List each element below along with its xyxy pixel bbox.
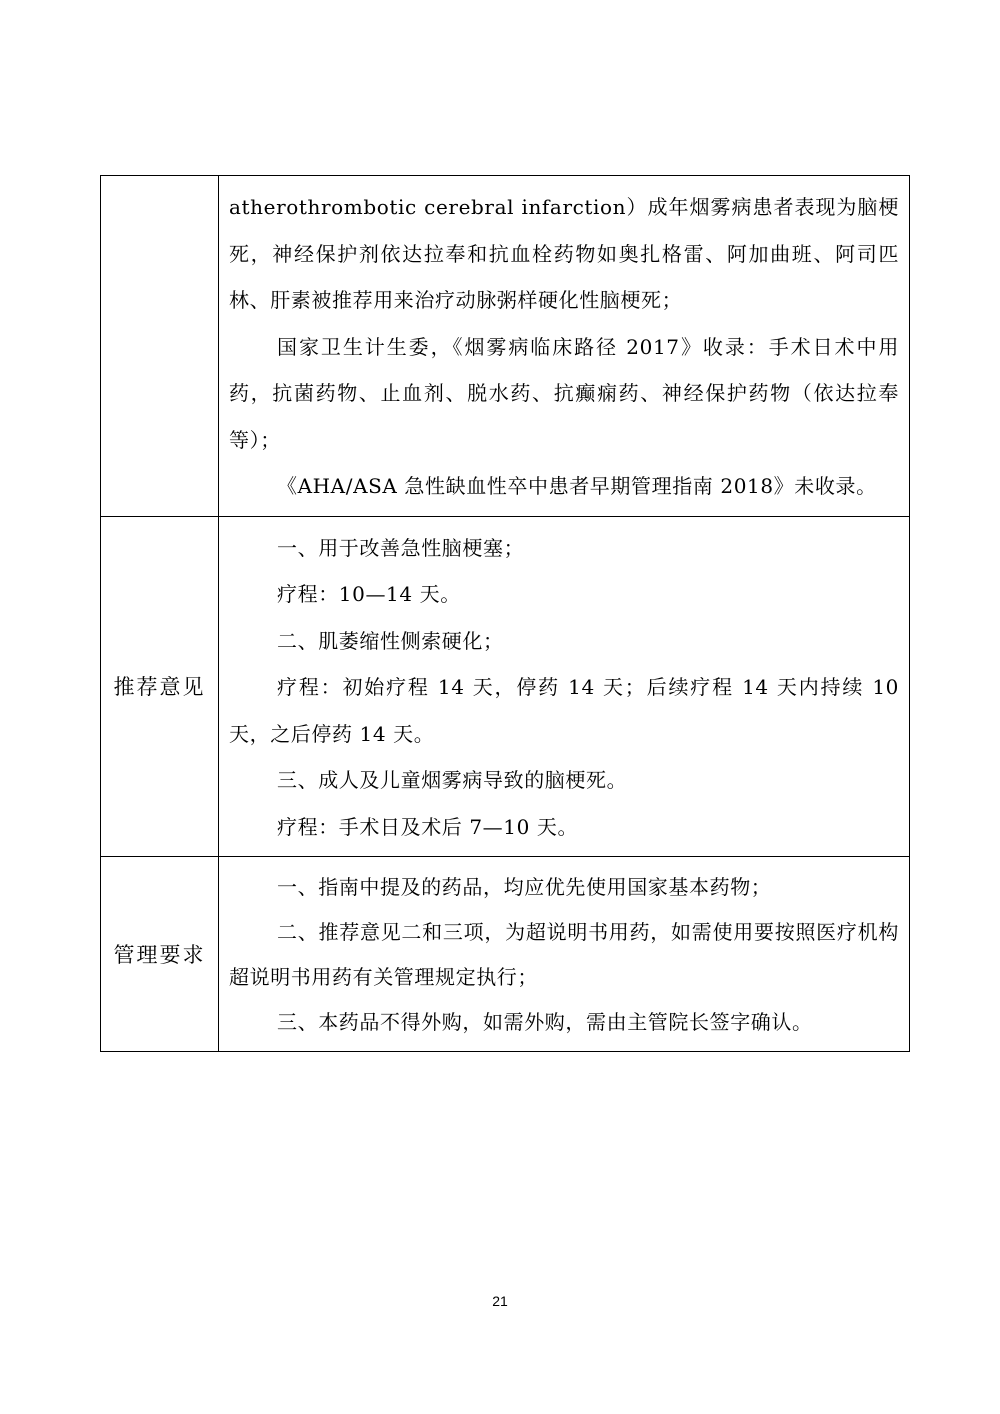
row-label-management: 管理要求 (101, 857, 219, 1052)
recommendation-course: 疗程：初始疗程 14 天，停药 14 天；后续疗程 14 天内持续 10 天，之后停药 14 天。 (229, 675, 899, 746)
table-row-management (101, 857, 910, 1052)
row-content-management (219, 857, 910, 1052)
evidence-paragraph: 《AHA/ASA 急性缺血性卒中患者早期管理指南 2018》未收录。 (277, 474, 877, 498)
page-number: 21 (492, 1293, 508, 1309)
management-item: 三、本药品不得外购，如需外购，需由主管院长签字确认。 (277, 1010, 813, 1034)
management-item: 二、推荐意见二和三项，为超说明书用药，如需使用要按照医疗机构超说明书用药有关管理规定执行； (229, 920, 899, 989)
table-row-recommendation (101, 516, 910, 857)
management-item: 一、指南中提及的药品，均应优先使用国家基本药物； (277, 875, 772, 899)
row-label-recommendation: 推荐意见 (101, 516, 219, 857)
row-label-empty (101, 176, 219, 517)
document-table (100, 175, 910, 1052)
table-row-continuation (101, 176, 910, 517)
evidence-paragraph: 国家卫生计生委，《烟雾病临床路径 2017》收录：手术日术中用药，抗菌药物、止血剂、脱水药、抗癫痫药、神经保护药物（依达拉奉等）； (229, 334, 899, 452)
recommendation-item: 二、肌萎缩性侧索硬化； (277, 628, 504, 653)
row-content-evidence (219, 176, 910, 517)
recommendation-item: 三、成人及儿童烟雾病导致的脑梗死。 (277, 768, 628, 792)
recommendation-course: 疗程：手术日及术后 7—10 天。 (277, 814, 579, 839)
row-content-recommendation (219, 516, 910, 857)
recommendation-course: 疗程：10—14 天。 (277, 582, 461, 606)
evidence-paragraph: atherothrombotic cerebral infarction）成年烟雾病患者表现为脑梗死，神经保护剂依达拉奉和抗血栓药物如奥扎格雷、阿加曲班、阿司匹林、肝素被推荐用来治疗动脉粥样硬化性脑梗死； (229, 195, 899, 312)
recommendation-item: 一、用于改善急性脑梗塞； (277, 535, 525, 560)
